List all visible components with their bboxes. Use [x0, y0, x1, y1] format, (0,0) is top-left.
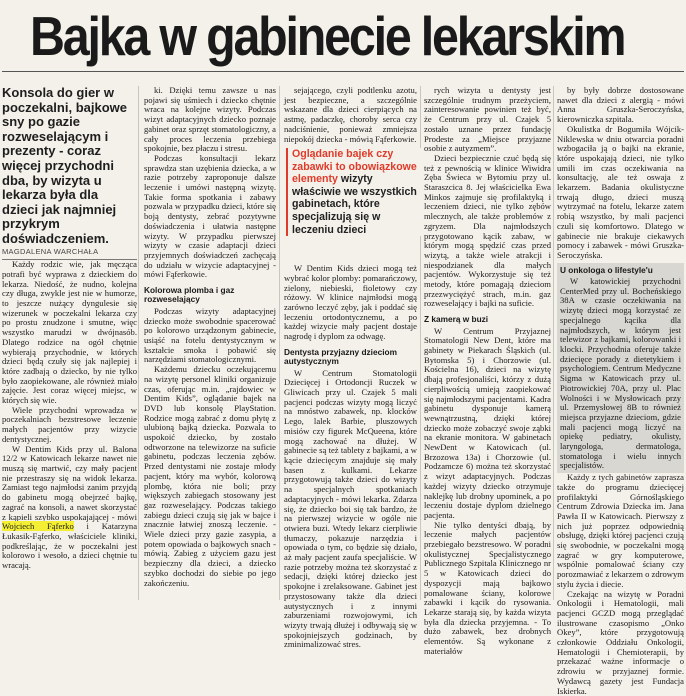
pull-quote-text: wizyty właściwie we wszystkich gabinetach, które specjalizują się w leczeniu dzieci: [292, 173, 417, 236]
paragraph: W Centrum Przyjaznej Stomatologii New Dent, które ma gabinety w Piekarach Śląskich (ul. Bytomska 5) i Chorzowie (ul. Kościelna 16), dzieci na wizytę dbają profesjonaliści, którzy z dużą cierpliwością umieją zaopiekować się najmłodszymi pacjentami. Kadra gabinetu dysponuje kamerą wewnątrzustną, dzięki której dziecko może zobaczyć swoje ząbki na ekranie monitora. W gabinetach NewDent w Katowicach (ul. Brzozowa 13a) i Chorzowie (ul. Podzamcze 6) można też skorzystać z wizyt adaptacyjnych. Podczas każdej wizyty dziecko otrzymuje naklejkę lub drobny upominek, a po leczeniu dostaje dyplom dzielnego pacjenta.: [424, 325, 551, 520]
column-divider: [138, 86, 139, 600]
subheading: Kolorowa plomba i gaz rozweselający: [144, 285, 235, 305]
paragraph: Podczas konsultacji lekarz sprawdza stan uzębienia dziecka, a w razie potrzeby zaproponuje dalsze leczenie i umówi następną wizytę. Takie forma spotkania i zabawy pozwala w przypadku dzieci, które się boją dentysty, zebrać pozytywne doświadczenia i ułatwia następne wizyty. W przypadku pierwszej wizyty w czasie adaptacji dzieci przyjemnych doświadczeń zachęcają do udziału w wizycie adaptacyjnej - mówi Fąferkowie.: [144, 152, 276, 280]
paragraph: W Centrum Stomatologii Dziecięcej i Ortodoncji Ruczek w Gliwicach przy ul. Czajek 5 mali pacjenci podczas wizyty mogą liczyć na mnóstwo zabawek, np. klocków Lego, lalek Barbie, pluszowych misiów czy figurek McQueena, które mogą zachować na dłużej. W gabinecie są też tablety z bajkami, a w kącie dziecięcym znajduje się mały basen z kulkami. Lekarze przygotowują także dzieci do wizyty na specjalnych spotkaniach adaptacyjnych - mówi lekarka. Zdarza się, że dziecko boi się tak bardzo, że na pierwszej wizycie w ogóle nie otwiera buzi. Wtedy lekarz cierpliwie tłumaczy, pokazuje narzędzia i opowiada o tym, co będzie się działo, aż mały pacjent zaufa specjaliście. W razie potrzeby można też skorzystać z sedacji, dzięki której dziecko jest spokojne i zrelaksowane. Gabinet jest przystosowany także dla dzieci autystycznych i z innymi zaburzeniami rozwojowymi, ich wizyty trwają dłużej i odbywają się w spokojniejszych godzinach, by zminimalizować stres.: [284, 367, 417, 650]
highlighted-name: Wojciech Fąferko: [2, 521, 74, 532]
article-column-1: [2, 86, 137, 600]
paragraph: sejającego, czyli podtlenku azotu, jest bezpieczne, a szczególnie wskazane dla dzieci cierpiących na astmę, padaczkę, choroby serca czy nadciśnienie, ponieważ zmniejsza niepokój dziecka - mówią Fąferkowie.: [284, 85, 417, 144]
pull-quote: [286, 148, 424, 236]
paragraph: Okulistka dr Bogumiła Wójcik-Niklewska w dniu otwarcia poradni wzbogaciła ją o bajki na ekranie, które uspokajają dzieci, nie tylko umili im czas oczekiwania na konsultację, ale też oswaja z lekarzem. Badania okulistyczne trwają długo, dzieci muszą wytrzymać na fotelu, lekarze zatem robią wszystko, by mali pacjenci czuli się komfortowo. Dlatego w gabinecie nie brakuje ciekawych pomocy i zabawek - mówi Gruszka-Seroczyńska.: [557, 123, 684, 260]
paragraph: Nie tylko dentyści dbają, by leczenie małych pacjentów przebiegało bezstresowo. W poradni okulistycznej Specjalistycznego Publicznego Szpitala Klinicznego nr 5 w Katowicach dzieci do dyspozycji mają bajkowo pomalowane ściany, kolorowe zabawki i kącik do rysowania. Lekarze starają się, by każda wizyta była dla dziecka przyjemna. - To dużo zabawek, bez drobnych elementów. Są wykonane z materiałów: [424, 519, 551, 656]
paragraph: ki. Dzięki temu zawsze u nas pojawi się uśmiech i dziecko chętnie wraca na kolejne wizyty. Podczas wizyt adaptacyjnych dziecko poznaje gabinet oraz sprzęt stomatologiczny, a cały proces leczenia przebiega spokojnie, bez płaczu i stresu.: [144, 85, 276, 154]
headline: Bajka w gabinecie lekarskim: [30, 5, 625, 67]
headline-rule: [2, 71, 684, 72]
paragraph: Każdemu dziecku oczekującemu na wizytę personel kliniki organizuje czas, oferując m.in. „rajdowiec w Dentim Kids”, oglądanie bajek na DVD lub konsolę PlayStation. Rodzice mogą zabrać z domu płytę z ulubioną bajką dziecka. Pozwala to uspokoić dziecko, by zostało odtworzone na telewizorze na suficie gabinetu, podczas leczenia zębów. Przed dentystami nie zostaje młody pacjent, który ma wybór, kolorową plombę, która nie boli; przy większych zabiegach stosowany jest gaz rozweselający. Podczas takiego zabiegu dzieci czują się jak w bajce i znacznie łatwiej znoszą leczenie. - Wiele dzieci przy gazie zasypia, a potem opowiada o bajkowych snach - mówią. Zabieg z użyciem gazu jest bezpieczny dla dzieci, a dziecko szybko dochodzi do siebie po jego zakończeniu.: [144, 364, 276, 588]
article-lead: Konsola do gier w poczekalni, bajkowe sny po gazie rozweselającym i prezenty - coraz więcej przychodni dba, by wizyta u lekarza była dla dzieci jak najmniej przykrym doświadczeniem.: [2, 85, 127, 246]
paragraph: W Dentim Kids dzieci mogą też wybrać kolor plomby: pomarańczowy, zielony, niebieski, fioletowy czy różowy. W klinice najmłodsi mogą zarówno leczyć zęby, jak i poddać się leczeniu ortodontycznemu, a po każdej wizycie mały pacjent dostaje nagrodę i dyplom za odwagę.: [284, 263, 417, 342]
article-column-2: [144, 86, 276, 600]
paragraph: [2, 445, 137, 571]
author-byline: MAGDALENA WARCHAŁA: [2, 247, 137, 261]
article-column-4: [424, 85, 551, 656]
column-divider: [279, 86, 280, 600]
paragraph: Dzieci bezpiecznie czuć będą się też z pewnością w klinice Wiwidra Zęba Świeca w Bytomiu przy ul. Staraszcica 8. Jej właścicielka Ewa Minkos zajmuje się profilaktyką i leczeniem dzieci, nie tylko zębów mlecznych, ale także problemów z zgryzem. Dla najmłodszych przygotowano kącik zabaw, w którym mogą spędzić czas przed wizytą, a także wiele atrakcji i niespodzianek dla małych pacjentów. Wykorzystuje się też metody, które pomagają dzieciom przezwyciężyć strach, m.in. gaz rozweselający i bajki na suficie.: [424, 152, 551, 309]
column-divider: [553, 86, 554, 600]
paragraph: Podczas wizyty adaptacyjnej dziecko może swobodnie spacerować po kolorowo urządzonym gabinecie, usiąść na fotelu dentystycznym w kształcie smoka i pobawić się narzędziami stomatologicznymi.: [144, 305, 276, 365]
paragraph-text: i Katarzyna Łukasik-Fąferko, właściciele kliniki, podkreślając, że w poczekalni jest kolorowo i wesoło, a dzieci chętnie tu wracają.: [2, 521, 138, 571]
paragraph: Każdy rodzic wie, jak męcząca potrafi być wyprawa z dzieckiem do lekarza. Niedość, że nudno, kolejna czy długa, zwykle jest nie w humorze, to jeszcze nużący dyngulesie się wizerunek w poczekalni lekarza czy po prostu znudzone i smutne, więc wszystko marudzi w dwójnasób. Dlatego rodzice na ogół chętnie wybierają przychodnie, w których dzieci będą czuły się jak najlepiej i które zadbają o dziecko, by nie tylko było zaopiekowane, ale również miało zajęcie. Jest coraz więcej miejsc, w których się wie.: [2, 259, 137, 406]
paragraph: Czekając na wizytę w Poradni Onkologii i Hematologii, mali pacjenci GCZD mogą przeglądać ilustrowane czasopismo „Onko Okey”, które przygotowują członkowie Oddziału Onkologii, Hematologii i Chemioterapii, by przekazać ważne informacje o zdrowiu w przyjaznej formie. Wydawcą gazety jest Fundacja Iskierka.: [557, 588, 684, 696]
article-column-5: [557, 85, 684, 696]
paragraph: by były dobrze dostosowane nawet dla dzieci z alergią - mówi Anna Gruszka-Seroczyńska, kierowniczka szpitala.: [557, 85, 684, 125]
subheading: Z kamerą w buzi: [424, 314, 489, 325]
paragraph: W katowickiej przychodni CenterMed przy ul. Bocheńskiego 38A w czasie oczekiwania na wizytę dzieci mogą korzystać ze specjalnego kącika dla najmłodszych, w którym jest telewizor z bajkami, kolorowanki i klocki. Przychodnia oferuje także dziecięce porady z dietetykiem i psychologiem. Centrum Medyczne Sigma w Katowicach przy ul. Piotrowickiej 70A, przy ul. Plac Wolności i w Mysłowicach przy ul. Przemysłowej 8B to również miejsca przyjazne dzieciom, gdzie mali pacjenci mogą liczyć na opiekę pediatry, okulisty, laryngologa, dermatologa, stomatologa i wielu innych specjalistów.: [560, 276, 681, 471]
paragraph: Każdy z tych gabinetów zaprasza także do programu dziecięcej profilaktyki Górnośląskiego Centrum Zdrowia Dziecka im. Jana Pawła II w Katowicach. Pierwszy z nich już poprzez odpowiednią obsługę, dzięki której pacjenci czują się swobodnie, w poczekalni mogą zagrać w gry komputerowe, wspólnie pomalować ściany czy porozmawiać z lekarzem o zdrowym stylu życia i diecie.: [557, 472, 684, 589]
paragraph-text: W Dentim Kids przy ul. Balona 12/2 w Katowicach lekarze nawet nie muszą się martwić, czy mały pacjent nie przestraszy się na widok lekarza. Zamiast tego najmłodsi zanim przyjdą do gabinetu mogą obejrzeć bajkę, zagrać na konsoli, a nawet skorzystać z kąpieli szybko uspokajającej - mówi: [2, 443, 137, 522]
subheading: U onkologa o lifestyle'u: [560, 264, 653, 275]
paragraph: rych wizyta u dentysty jest szczególnie trudnym przeżyciem, zainteresowanie powinien też być, że Centrum przy ul. Czajek 5 zostało uznane przez fundację Prodeste za „Miejsce przyjazne osobie z autyzmem”.: [424, 85, 551, 154]
pull-quote-highlight: Oglądanie bajek czy zabawki to obowiązkowe elementy: [292, 148, 417, 186]
paragraph: Wiele przychodni wprowadza w poczekalniach bezstresowe leczenie małych pacjentów przy wizycie dentystycznej.: [2, 404, 137, 444]
sidebar-box: [557, 263, 684, 473]
subheading: Dentysta przyjazny dzieciom autystycznym: [284, 346, 397, 367]
